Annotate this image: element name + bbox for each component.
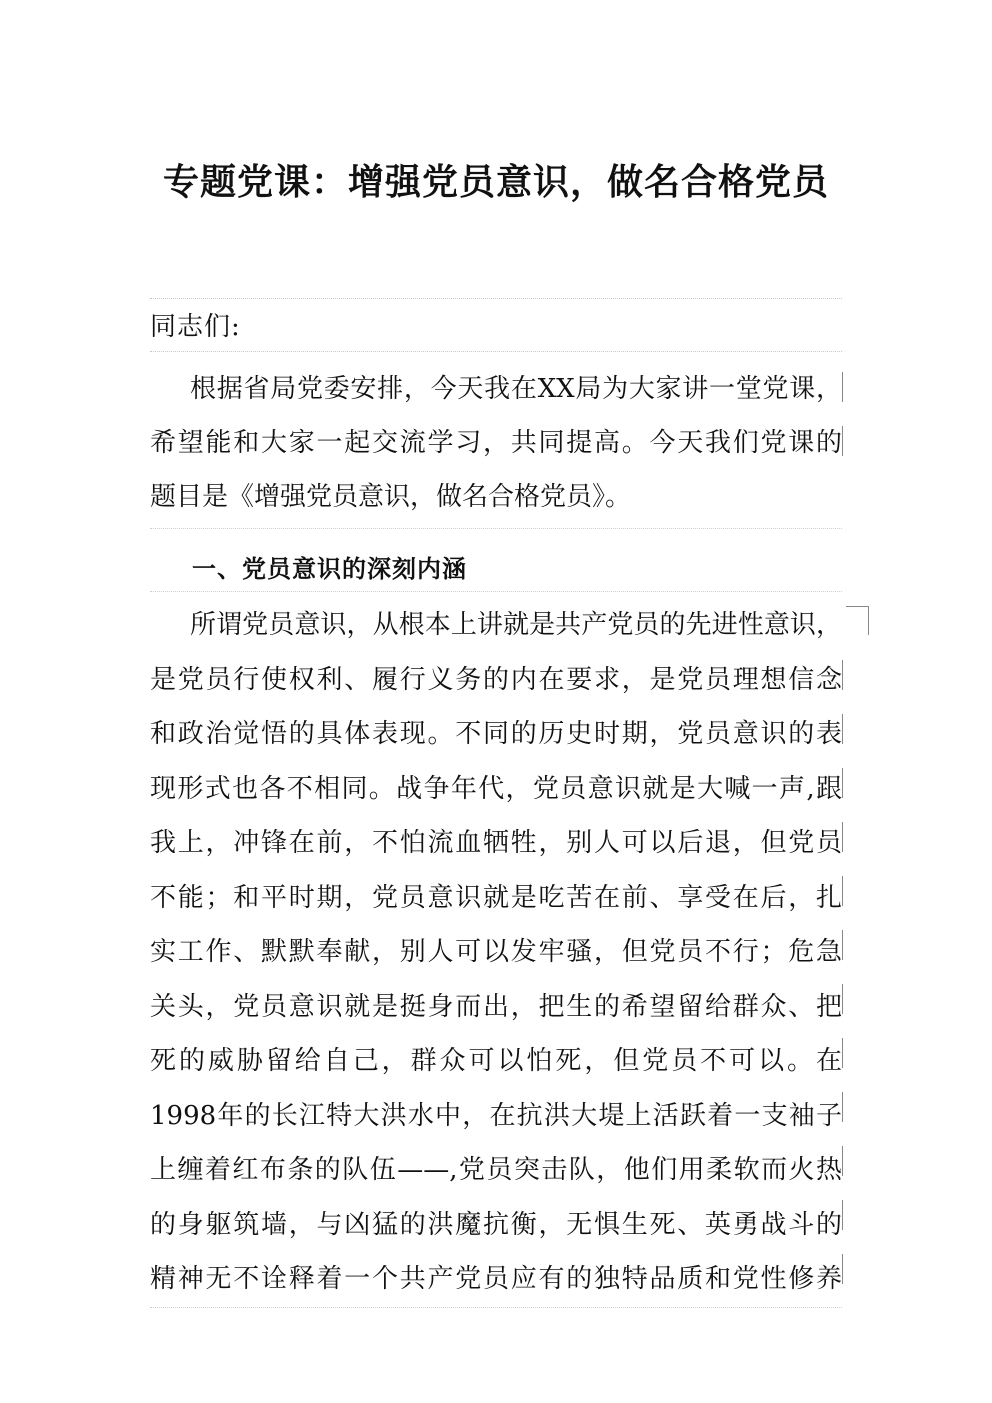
- margin-mark: [842, 714, 843, 744]
- paragraph-line: 不能；和平时期，党员意识就是吃苦在前、享受在后，扎: [150, 882, 842, 913]
- paragraph-line: 精神无不诠释着一个共产党员应有的独特品质和党性修养: [150, 1264, 842, 1294]
- section-heading: 一、党员意识的深刻内涵: [150, 529, 842, 592]
- margin-mark: [842, 768, 843, 798]
- margin-mark: [842, 984, 843, 1014]
- paragraph-line: 我上，冲锋在前，不怕流血牺牲，别人可以后退，但党员: [150, 828, 842, 858]
- margin-mark: [842, 1200, 843, 1230]
- paragraph-line: 上缠着红布条的队伍——,党员突击队，他们用柔软而火热: [150, 1155, 842, 1185]
- margin-corner-mark: [846, 606, 869, 635]
- margin-mark: [842, 660, 843, 690]
- paragraph-line: 实工作、默默奉献，别人可以发牢骚，但党员不行；危急: [150, 937, 842, 967]
- margin-mark: [842, 1146, 843, 1176]
- salutation: 同志们:: [150, 298, 842, 352]
- intro-paragraph: [150, 362, 842, 529]
- paragraph-line: 死的威胁留给自己，群众可以怕死，但党员不可以。在: [150, 1046, 842, 1076]
- paragraph-line: 的身躯筑墙，与凶猛的洪魔抗衡，无惧生死、英勇战斗的: [150, 1209, 842, 1240]
- margin-mark: [842, 876, 843, 906]
- document-title: 专题党课：增强党员意识，做名合格党员: [162, 161, 829, 203]
- margin-mark: [842, 822, 843, 852]
- paragraph-line: 根据省局党委安排，今天我在XX局为大家讲一堂党课，: [190, 374, 842, 404]
- paragraph-line: 希望能和大家一起交流学习，共同提高。今天我们党课的: [150, 428, 842, 458]
- paragraph-line: 题目是《增强党员意识，做名合格党员》。: [150, 482, 632, 512]
- margin-mark: [842, 1254, 843, 1284]
- margin-mark: [842, 930, 843, 960]
- body-paragraph: [150, 598, 842, 1308]
- margin-mark: [842, 1092, 843, 1122]
- paragraph-line: 关头，党员意识就是挺身而出，把生的希望留给群众、把: [150, 991, 842, 1022]
- margin-mark: [842, 372, 843, 402]
- paragraph-line: 和政治觉悟的具体表现。不同的历史时期，党员意识的表: [150, 719, 842, 749]
- paragraph-line: 所谓党员意识，从根本上讲就是共产党员的先进性意识，: [190, 610, 842, 640]
- margin-mark: [842, 1038, 843, 1068]
- paragraph-line: 是党员行使权利、履行义务的内在要求，是党员理想信念: [150, 664, 842, 695]
- paragraph-line: 现形式也各不相同。战争年代，党员意识就是大喊一声,跟: [150, 773, 842, 804]
- margin-mark: [842, 426, 843, 456]
- document-body: [150, 298, 842, 1308]
- paragraph-line: 1998年的长江特大洪水中，在抗洪大堤上活跃着一支袖子: [150, 1100, 842, 1131]
